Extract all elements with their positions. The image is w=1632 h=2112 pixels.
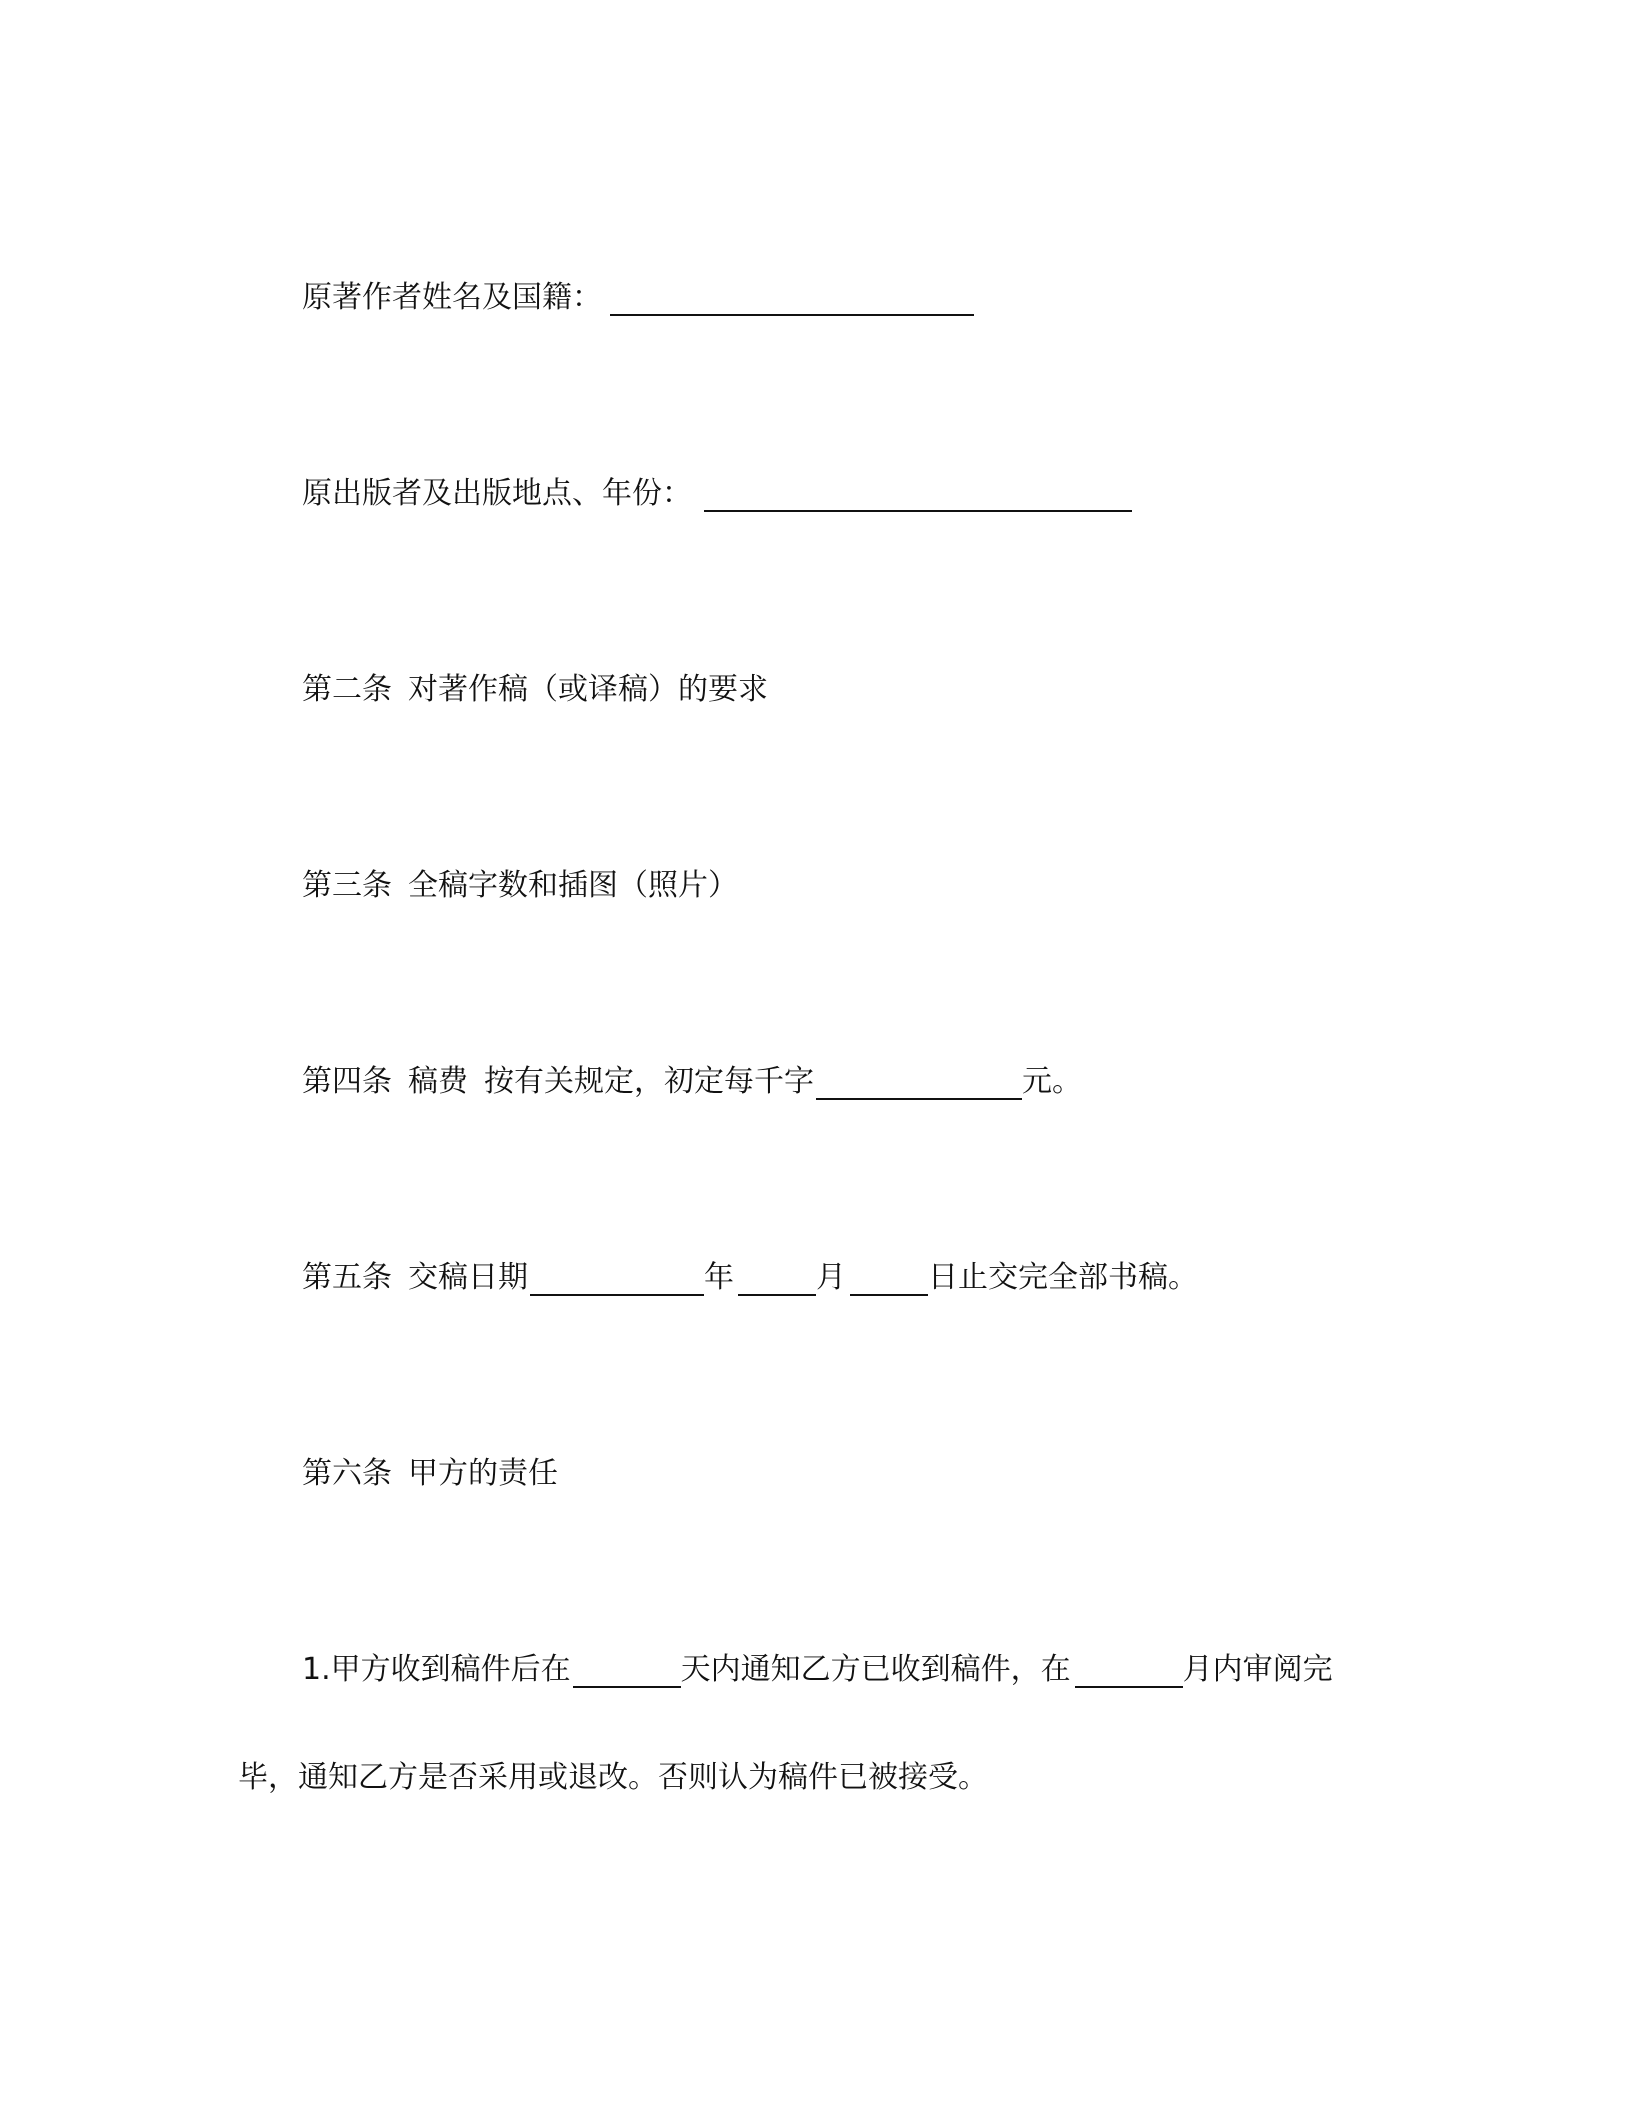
article-2-number: 第二条 — [302, 672, 392, 707]
article-4-line — [302, 1062, 1082, 1102]
fee-per-thousand-blank[interactable] — [816, 1066, 1022, 1100]
article-2-heading — [302, 670, 768, 710]
original-author-line — [302, 278, 974, 318]
clause-1-continuation: 毕，通知乙方是否采用或退改。否则认为稿件已被接受。 — [238, 1760, 988, 1795]
original-publisher-line — [302, 474, 1132, 514]
original-publisher-label: 原出版者及出版地点、年份： — [302, 476, 692, 511]
original-author-label: 原著作者姓名及国籍： — [302, 280, 602, 315]
deadline-day-blank[interactable] — [850, 1262, 928, 1296]
article-4-title: 稿费 — [408, 1064, 468, 1099]
article-5-month: 月 — [816, 1260, 846, 1295]
clause-1-part-3: 月内审阅完 — [1182, 1652, 1333, 1687]
article-4-number: 第四条 — [302, 1064, 392, 1099]
article-5-year: 年 — [704, 1260, 734, 1295]
article-5-number: 第五条 — [302, 1260, 392, 1295]
article-3-text: 全稿字数和插图（照片） — [408, 868, 738, 903]
article-6-heading — [302, 1454, 558, 1494]
clause-1-part-1: 1.甲方收到稿件后在 — [302, 1652, 571, 1687]
article-5-line — [302, 1258, 1198, 1298]
article-6-text: 甲方的责任 — [408, 1456, 558, 1491]
clause-1-line-2 — [238, 1758, 988, 1798]
article-2-text: 对著作稿（或译稿）的要求 — [408, 672, 768, 707]
article-4-suffix: 元。 — [1022, 1064, 1082, 1099]
deadline-month-blank[interactable] — [738, 1262, 816, 1296]
article-3-number: 第三条 — [302, 868, 392, 903]
original-author-blank[interactable] — [610, 282, 974, 316]
notify-days-blank[interactable] — [573, 1654, 681, 1688]
original-publisher-blank[interactable] — [704, 478, 1132, 512]
review-months-blank[interactable] — [1075, 1654, 1183, 1688]
clause-1-part-2: 天内通知乙方已收到稿件，在 — [680, 1652, 1071, 1687]
article-4-text: 按有关规定，初定每千字 — [484, 1064, 814, 1099]
deadline-year-blank[interactable] — [530, 1262, 704, 1296]
article-3-heading — [302, 866, 738, 906]
article-5-tail: 日止交完全部书稿。 — [928, 1260, 1198, 1295]
clause-1-line-1 — [302, 1650, 1333, 1690]
article-6-number: 第六条 — [302, 1456, 392, 1491]
article-5-text: 交稿日期 — [408, 1260, 528, 1295]
